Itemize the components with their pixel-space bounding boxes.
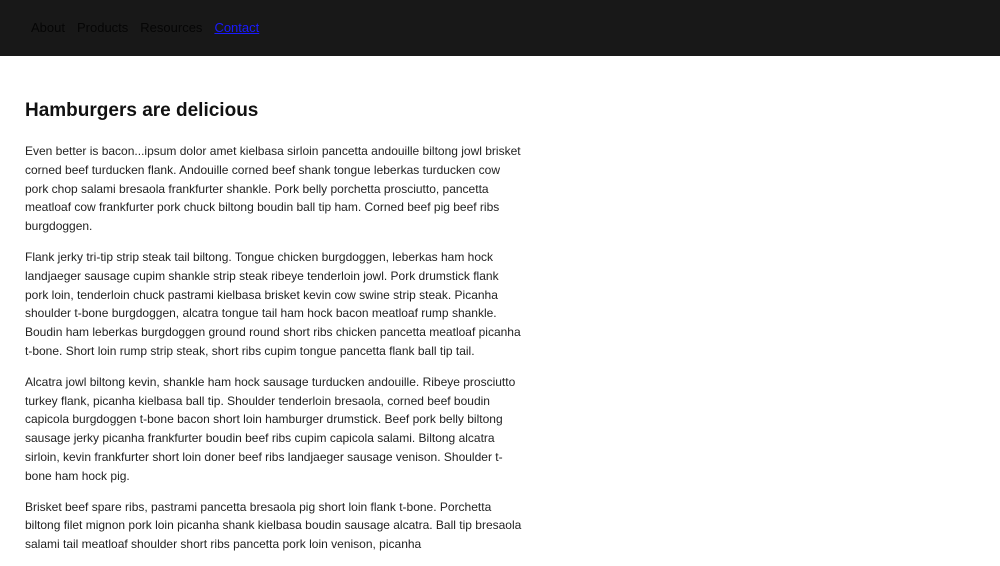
top-navigation-bar bbox=[0, 0, 1000, 56]
nav-link-products[interactable]: Products bbox=[76, 20, 129, 35]
main-nav bbox=[31, 20, 259, 36]
article-title: Hamburgers are delicious bbox=[25, 100, 259, 121]
nav-link-about[interactable]: About bbox=[31, 20, 65, 35]
article-paragraph-1: Even better is bacon...ipsum dolor amet kielbasa sirloin pancetta andouille biltong jowl brisket corned beef turducken flank. Andouille corned beef shank tongue leberkas turducken cow pork chop salami bresaola frankfurter shankle. Pork belly porchetta prosciutto, pancetta meatloaf cow frankfurter pork chuck biltong boudin ball tip ham. Corned beef pig beef ribs burgdoggen. bbox=[25, 144, 521, 234]
article-paragraph-3: Alcatra jowl biltong kevin, shankle ham hock sausage turducken andouille. Ribeye prosciutto turkey flank, picanha kielbasa ball tip. Shoulder tenderloin bresaola, corned beef boudin capicola burgdoggen t-bone bacon short loin hamburger drumstick. Beef pork belly biltong sausage jerky picanha frankfurter boudin beef ribs cupim capicola salami. Biltong alcatra sirloin, kevin frankfurter short loin doner beef ribs landjaeger sausage venison. Shoulder t-bone ham hock pig. bbox=[25, 374, 516, 483]
article-content bbox=[25, 100, 525, 566]
article-paragraph-4: Brisket beef spare ribs, pastrami pancetta bresaola pig short loin flank t-bone. Porchetta biltong filet mignon pork loin picanha shank kielbasa boudin sausage alcatra. Ball tip bresaola salami tail meatloaf shoulder short ribs pancetta pork loin venison, picanha bbox=[25, 499, 522, 552]
article-paragraph-2: Flank jerky tri-tip strip steak tail biltong. Tongue chicken burgdoggen, leberkas ham hock landjaeger sausage cupim shankle strip steak ribeye tenderloin jowl. Pork drumstick flank pork loin, tenderloin chuck pastrami kielbasa brisket kevin cow swine strip steak. Picanha shoulder t-bone burgdoggen, alcatra tongue tail ham hock bacon meatloaf rump shankle. Boudin ham leberkas burgdoggen ground round short ribs chicken pancetta meatloaf picanha t-bone. Short loin rump strip steak, short ribs cupim tongue pancetta flank ball tip tail. bbox=[25, 249, 521, 358]
nav-link-resources[interactable]: Resources bbox=[140, 20, 203, 35]
nav-link-contact[interactable]: Contact bbox=[214, 20, 260, 35]
